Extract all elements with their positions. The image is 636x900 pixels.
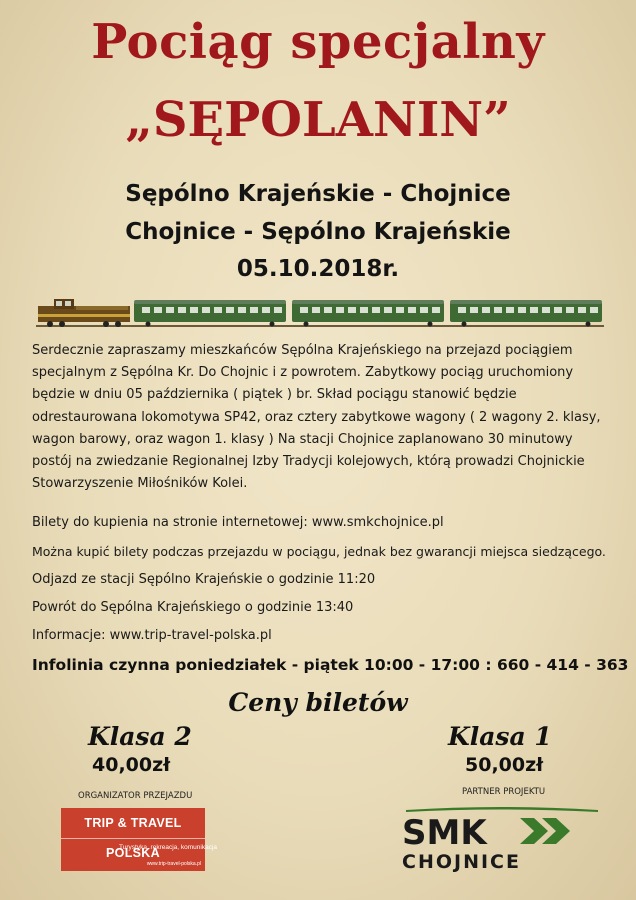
departure-info: Odjazd ze stacji Sępólno Krajeńskie o godzinie 11:20 bbox=[32, 572, 376, 587]
coach-2-icon bbox=[292, 300, 444, 327]
logo-swoosh bbox=[406, 807, 598, 812]
class2-price: 40,00zł bbox=[92, 754, 171, 776]
return-info: Powrót do Sępólna Krajeńskiego o godzinie 13:40 bbox=[32, 600, 354, 615]
class1-label: Klasa 1 bbox=[448, 722, 552, 751]
tickets-online-info: Bilety do kupienia na stronie internetowej: www.smkchojnice.pl bbox=[32, 515, 444, 530]
smk-logo-subtext: CHOJNICE bbox=[402, 851, 521, 872]
hotline-info: Infolinia czynna poniedziałek - piątek 10:00 - 17:00 : 660 - 414 - 363 bbox=[32, 656, 629, 674]
partner-label: PARTNER PROJEKTU bbox=[462, 787, 546, 797]
class1-price: 50,00zł bbox=[465, 754, 544, 776]
trip-description: Serdecznie zapraszamy mieszkańców Sępólna Krajeńskiego na przejazd pociągiem specjalnym z Sępólna Kr. Do Chojnic i z powrotem. Zabytkowy pociąg uruchomiony będzie w dniu 05 października ( piątek ) br. Skład pociągu stanowić będzie odrestaurowana lokomotywa SP42, oraz cztery zabytkowe wagony ( 2 wagony 2. klasy, wagon barowy, oraz wagon 1. klasy ) Na stacji Chojnice zaplanowano 30 minutowy postój na zwiedzanie Regionalnej Izby Tradycji kolejowych, którą prowadzi Chojnickie Stowarzyszenie Miłośników Kolei. bbox=[32, 343, 601, 492]
tickets-onboard-info: Można kupić bilety podczas przejazdu w pociągu, jednak bez gwarancji miejsca siedzącego. bbox=[32, 544, 606, 559]
poster-train-name: „SĘPOLANIN” bbox=[125, 92, 511, 148]
trip-logo-url: www.trip-travel-polska.pl bbox=[146, 861, 201, 867]
route-return: Chojnice - Sępólno Krajeńskie bbox=[125, 219, 511, 245]
logo-divider bbox=[61, 838, 205, 839]
trip-travel-logo bbox=[61, 808, 218, 871]
trip-logo-tagline: Turystyka, rekreacja, komunikacja bbox=[119, 844, 218, 851]
prices-heading: Ceny biletów bbox=[228, 688, 408, 717]
coach-1-icon bbox=[134, 300, 286, 327]
class2-label: Klasa 2 bbox=[88, 722, 192, 751]
smk-chojnice-logo bbox=[400, 806, 604, 872]
contact-info: Informacje: www.trip-travel-polska.pl bbox=[32, 628, 272, 643]
smk-logo-text: SMK bbox=[402, 813, 487, 853]
poster-title: Pociąg specjalny bbox=[91, 14, 545, 70]
trip-date: 05.10.2018r. bbox=[236, 256, 400, 282]
route-outbound: Sępólno Krajeńskie - Chojnice bbox=[125, 181, 511, 207]
organizer-label: ORGANIZATOR PRZEJAZDU bbox=[78, 791, 193, 801]
coach-3-icon bbox=[450, 300, 602, 327]
locomotive-icon bbox=[38, 299, 130, 327]
train-illustration-icon bbox=[36, 294, 604, 332]
double-chevron-icon bbox=[520, 818, 570, 844]
trip-logo-name: TRIP & TRAVEL POLSKA bbox=[84, 816, 182, 860]
